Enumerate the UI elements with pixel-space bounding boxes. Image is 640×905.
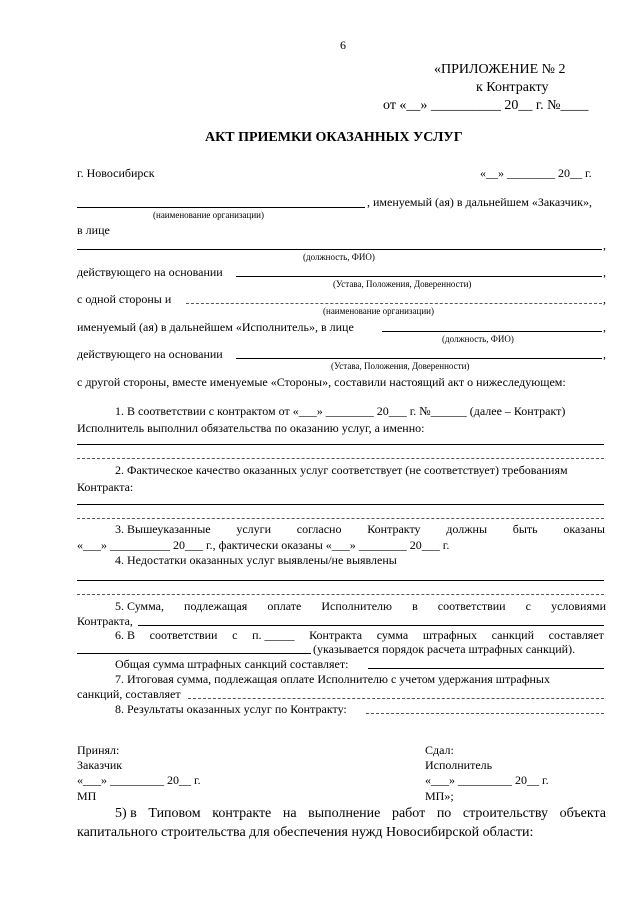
footer-word: Типовом bbox=[148, 806, 201, 821]
item-6-word: с bbox=[232, 628, 238, 642]
item-7-fill-line bbox=[188, 698, 604, 699]
right-date: «___» _________ 20__ г. bbox=[425, 773, 549, 787]
item-3-word: Контракту bbox=[367, 522, 421, 536]
item-5-word: соответствии bbox=[437, 599, 506, 613]
org-hint: (наименование организации) bbox=[153, 210, 264, 220]
item-3-line-1 bbox=[115, 522, 605, 537]
right-stamp: МП»; bbox=[425, 789, 454, 803]
position-line bbox=[77, 249, 602, 250]
item-8-text: 8. Результаты оказанных услуг по Контракту: bbox=[115, 702, 347, 716]
document-title: АКТ ПРИЕМКИ ОКАЗАННЫХ УСЛУГ bbox=[205, 130, 463, 145]
acting-basis-label: действующего на основании bbox=[77, 265, 223, 279]
item-6-word: санкций bbox=[491, 628, 534, 642]
comma: , bbox=[603, 238, 606, 252]
item-1-line-1: 1. В соответствии с контрактом от «___» ________ 20___ г. №______ (далее – Контракт) bbox=[115, 404, 566, 418]
item-2-fill-line bbox=[77, 518, 604, 519]
item-5-word: в bbox=[412, 599, 418, 613]
item-3-word: быть bbox=[512, 522, 538, 536]
item-4-fill-line bbox=[77, 594, 604, 595]
org-hint: (наименование организации) bbox=[323, 306, 434, 316]
item-7-line-1: 7. Итоговая сумма, подлежащая оплате Исполнителю с учетом удержания штрафных bbox=[115, 672, 550, 686]
item-4-text: 4. Недостатки оказанных услуг выявлены/не выявлены bbox=[115, 553, 397, 567]
right-role: Исполнитель bbox=[425, 758, 493, 772]
footer-word: контракте bbox=[212, 806, 272, 821]
item-6-word: 6. В bbox=[115, 628, 136, 642]
left-role: Заказчик bbox=[77, 758, 123, 772]
footer-word: работ bbox=[391, 806, 426, 821]
item-5-line-1 bbox=[115, 599, 606, 614]
item-2-line-1: 2. Фактическое качество оказанных услуг соответствует (не соответствует) требованиям bbox=[115, 463, 568, 477]
item-5-line-2: Контракта, bbox=[77, 614, 133, 628]
item-5-word: условиями bbox=[551, 599, 606, 613]
city: г. Новосибирск bbox=[77, 166, 155, 180]
executor-position-line bbox=[382, 331, 602, 332]
comma: , bbox=[603, 292, 606, 306]
document-date: «__» ________ 20__ г. bbox=[480, 166, 592, 180]
item-5-word: подлежащая bbox=[184, 599, 248, 613]
item-5-fill-line bbox=[138, 625, 604, 626]
page-number: 6 bbox=[340, 38, 346, 52]
basis-line bbox=[236, 276, 602, 277]
other-side-text: с другой стороны, вместе именуемые «Стороны», составили настоящий акт о нижеследующем: bbox=[77, 375, 566, 389]
left-stamp: МП bbox=[77, 789, 97, 803]
footer-word: на bbox=[282, 806, 297, 821]
item-6-word: сумма bbox=[376, 628, 409, 642]
item-4-fill-line bbox=[77, 580, 604, 581]
comma: , bbox=[603, 347, 606, 361]
item-6-total-line bbox=[368, 668, 604, 669]
item-6-word: п. _____ bbox=[252, 628, 295, 642]
item-3-word: услуги bbox=[236, 522, 272, 536]
appendix-contract: к Контракту bbox=[476, 80, 549, 95]
left-date: «___» _________ 20__ г. bbox=[77, 773, 201, 787]
footer-word: выполнение bbox=[308, 806, 381, 821]
footer-line-2: капитального строительства для обеспечения нужд Новосибирской области: bbox=[77, 825, 534, 840]
footer-word: по bbox=[436, 806, 452, 821]
position-hint: (должность, ФИО) bbox=[303, 252, 375, 262]
footer-word: 5) в bbox=[115, 806, 137, 821]
footer-word: объекта bbox=[559, 806, 606, 821]
basis-line bbox=[236, 358, 602, 359]
item-6-word: Контракта bbox=[309, 628, 363, 642]
item-3-word: 3. Вышеуказанные bbox=[115, 522, 211, 536]
item-3-word: должны bbox=[446, 522, 488, 536]
item-3-line-2: «___» __________ 20___ г., фактически оказаны «___» ________ 20___ г. bbox=[77, 538, 450, 552]
item-1-fill-line bbox=[77, 444, 604, 445]
acting-basis-label: действующего на основании bbox=[77, 347, 223, 361]
customer-org-line bbox=[77, 207, 365, 208]
item-6-line-1 bbox=[115, 628, 604, 643]
item-6-line-2: (указывается порядок расчета штрафных санкций). bbox=[313, 642, 576, 656]
item-1-fill-line bbox=[77, 458, 604, 459]
item-1-line-2: Исполнитель выполнил обязательства по оказанию услуг, а именно: bbox=[77, 421, 425, 435]
item-6-word: составляет bbox=[548, 628, 604, 642]
charter-hint: (Устава, Положения, Доверенности) bbox=[333, 279, 472, 289]
item-8-fill-line bbox=[366, 713, 604, 714]
executor-named-text: именуемый (ая) в дальнейшем «Исполнитель», в лице bbox=[77, 320, 354, 334]
position-hint: (должность, ФИО) bbox=[442, 334, 514, 344]
in-person-label: в лице bbox=[77, 223, 110, 237]
item-6-fill-line bbox=[77, 653, 311, 654]
customer-named-text: , именуемый (ая) в дальнейшем «Заказчик», bbox=[367, 195, 592, 209]
one-side-label: с одной стороны и bbox=[77, 292, 172, 306]
item-3-word: оказаны bbox=[563, 522, 605, 536]
item-5-word: 5. Сумма, bbox=[115, 599, 164, 613]
charter-hint: (Устава, Положения, Доверенности) bbox=[331, 361, 470, 371]
comma: , bbox=[603, 320, 606, 334]
item-2-line-2: Контракта: bbox=[77, 480, 134, 494]
item-6-word: соответствии bbox=[149, 628, 218, 642]
right-accepted: Сдал: bbox=[425, 743, 454, 757]
comma: , bbox=[603, 265, 606, 279]
executor-org-line bbox=[186, 303, 602, 304]
footer-word: строительству bbox=[462, 806, 549, 821]
appendix-date: от «__» __________ 20__ г. №____ bbox=[383, 98, 589, 113]
item-3-word: согласно bbox=[296, 522, 342, 536]
item-7-line-2: санкций, составляет bbox=[77, 687, 181, 701]
item-6-word: штрафных bbox=[422, 628, 478, 642]
item-2-fill-line bbox=[77, 504, 604, 505]
appendix-title: «ПРИЛОЖЕНИЕ № 2 bbox=[434, 62, 566, 77]
footer-line-1 bbox=[115, 806, 606, 822]
item-5-word: оплате bbox=[267, 599, 302, 613]
item-6-line-3: Общая сумма штрафных санкций составляет: bbox=[115, 657, 349, 671]
left-accepted: Принял: bbox=[77, 743, 120, 757]
item-5-word: с bbox=[525, 599, 531, 613]
item-5-word: Исполнителю bbox=[321, 599, 392, 613]
